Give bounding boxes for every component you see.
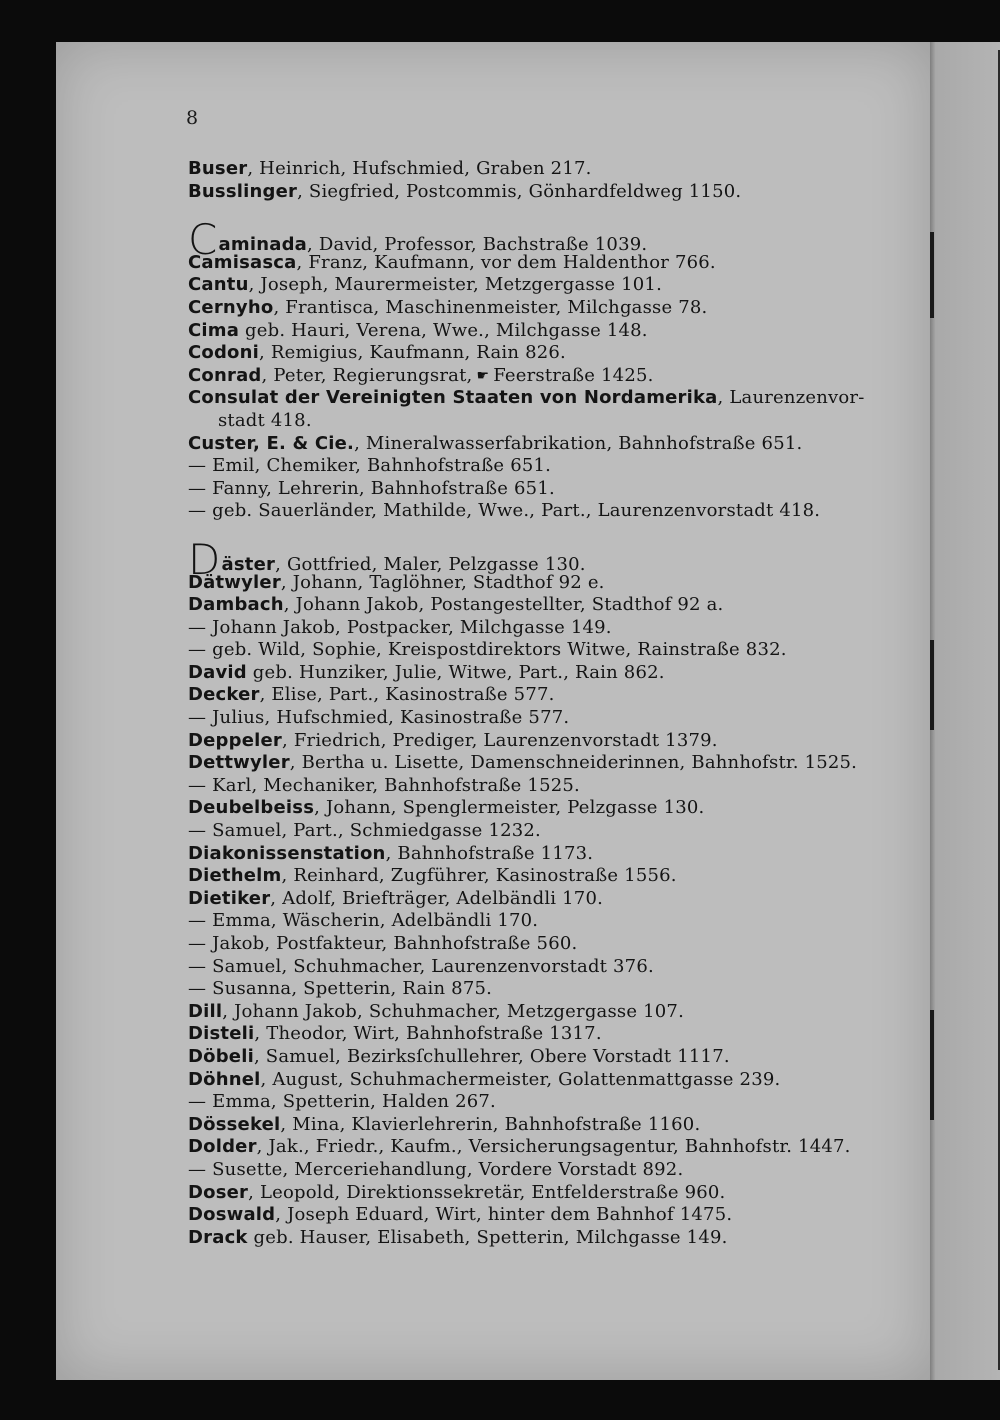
directory-entry: [188, 500, 878, 523]
gutter-mark: [930, 640, 934, 730]
directory-entry: [188, 1069, 878, 1092]
entry-details: Feerstraße 1425.: [493, 364, 654, 386]
entry-details: geb. Hauser, Elisabeth, Spetterin, Milchgasse 149.: [247, 1226, 728, 1248]
entry-details: , Elise, Part., Kasinostraße 577.: [259, 684, 555, 706]
entry-details: , Gottfried, Maler, Pelzgasse 130.: [275, 553, 586, 575]
directory-entry: [188, 730, 878, 753]
entry-surname: Dätwyler: [188, 571, 281, 593]
entry-surname: Dill: [188, 1000, 223, 1022]
directory-entry: [188, 1001, 878, 1024]
book-gutter: [930, 42, 1000, 1380]
entry-surname: Doswald: [188, 1204, 276, 1226]
directory-entry: [188, 775, 878, 798]
gutter-mark: [930, 232, 934, 318]
entry-surname: Diethelm: [188, 865, 282, 887]
directory-entry: [188, 933, 878, 956]
entry-details: , Peter, Regierungsrat,: [261, 364, 473, 386]
directory-entry: [188, 252, 878, 275]
entry-details: , Mina, Klavierlehrerin, Bahnhofstraße 1160.: [280, 1113, 701, 1135]
entry-text: — geb. Sauerländer, Mathilde, Wwe., Part., Laurenzenvorstadt 418.: [188, 500, 821, 522]
entry-details: , Siegfried, Postcommis, Gönhardfeldweg 1150.: [297, 180, 742, 202]
entry-text: — Julius, Hufschmied, Kasinostraße 577.: [188, 707, 570, 729]
directory-entry: [188, 274, 878, 297]
directory-entry: [188, 684, 878, 707]
entry-surname: Döhnel: [188, 1068, 261, 1090]
directory-entry: [188, 843, 878, 866]
directory-entry: [188, 865, 878, 888]
gutter-mark: [930, 1010, 934, 1120]
directory-entry: [188, 888, 878, 911]
directory-entry: [188, 342, 878, 365]
directory-entry: [188, 639, 878, 662]
telephone-icon: ☛: [476, 367, 490, 384]
directory-entry: [188, 1204, 878, 1227]
entry-surname: Deubelbeiss: [188, 797, 315, 819]
directory-entry: [188, 297, 878, 320]
entry-text: — Jakob, Postfakteur, Bahnhofstraße 560.: [188, 933, 578, 954]
entry-details: , Jak., Friedr., Kaufm., Versicherungsagentur, Bahnhofstr. 1447.: [256, 1136, 851, 1158]
directory-entry: [188, 410, 878, 433]
entry-surname: Cima: [188, 319, 240, 341]
section-initial: C: [188, 215, 218, 265]
section-gap: [188, 523, 878, 549]
entry-details: , Johann Jakob, Schuhmacher, Metzgergasse 107.: [222, 1000, 684, 1022]
directory-entry: [188, 478, 878, 501]
entry-surname: Busslinger: [188, 180, 298, 202]
entry-details: , Samuel, Bezirksſchullehrer, Obere Vorstadt 1117.: [253, 1045, 730, 1067]
entry-surname: Döbeli: [188, 1045, 254, 1067]
entry-text: — Samuel, Schuhmacher, Laurenzenvorstadt 376.: [188, 955, 654, 977]
entry-details: , Johann Jakob, Postangestellter, Stadthof 92 a.: [283, 594, 724, 616]
entry-text: — Fanny, Lehrerin, Bahnhofstraße 651.: [188, 477, 555, 499]
directory-entry: [188, 1091, 878, 1114]
entry-details: , Friedrich, Prediger, Laurenzenvorstadt 1379.: [281, 729, 718, 751]
entry-surname: Codoni: [188, 342, 260, 364]
entry-continuation: stadt 418.: [218, 409, 312, 431]
entry-surname: Conrad: [188, 364, 262, 386]
section-gap: [188, 203, 878, 229]
directory-entry: [188, 158, 878, 181]
directory-entries: [188, 158, 878, 1249]
entry-surname: Disteli: [188, 1023, 255, 1045]
entry-surname: Camisasca: [188, 251, 297, 273]
directory-entry: [188, 320, 878, 343]
entry-details: , August, Schuhmachermeister, Golattenmattgasse 239.: [260, 1068, 781, 1090]
entry-text: — Samuel, Part., Schmiedgasse 1232.: [188, 820, 541, 842]
entry-surname: Cernyho: [188, 296, 274, 318]
entry-details: , Johann, Spenglermeister, Pelzgasse 130.: [314, 797, 705, 819]
entry-surname: Cantu: [188, 274, 249, 296]
entry-surname: aminada: [218, 234, 307, 256]
directory-entry: [188, 572, 878, 595]
directory-entry: [188, 1159, 878, 1182]
directory-entry: [188, 433, 878, 456]
entry-details: , Heinrich, Hufschmied, Graben 217.: [247, 158, 592, 179]
entry-surname: Doser: [188, 1181, 249, 1203]
entry-details: , David, Professor, Bachstraße 1039.: [307, 234, 648, 256]
entry-details: , Laurenzenvor-: [717, 387, 865, 409]
entry-details: geb. Hunziker, Julie, Witwe, Part., Rain 862.: [246, 661, 665, 683]
entry-surname: Drack: [188, 1226, 248, 1248]
entry-surname: Diakonissenstation: [188, 842, 386, 864]
entry-surname: Dolder: [188, 1136, 257, 1158]
directory-entry: [188, 181, 878, 204]
entry-details: , Remigius, Kaufmann, Rain 826.: [259, 342, 566, 364]
entry-details: , Joseph Eduard, Wirt, hinter dem Bahnhof 1475.: [275, 1204, 733, 1226]
entry-details: , Bertha u. Lisette, Damenschneiderinnen, Bahnhofstr. 1525.: [289, 752, 858, 774]
entry-text: — Emma, Spetterin, Halden 267.: [188, 1091, 496, 1113]
entry-details: , Frantisca, Maschinenmeister, Milchgasse 78.: [273, 296, 708, 318]
entry-details: , Reinhard, Zugführer, Kasinostraße 1556.: [281, 865, 677, 887]
entry-details: , Johann, Taglöhner, Stadthof 92 e.: [280, 571, 605, 593]
entry-surname: Deppeler: [188, 729, 282, 751]
entry-details: , Bahnhofstraße 1173.: [385, 842, 594, 864]
directory-entry: [188, 662, 878, 685]
entry-text: — Johann Jakob, Postpacker, Milchgasse 149.: [188, 616, 612, 638]
directory-entry: [188, 594, 878, 617]
directory-entry: [188, 1182, 878, 1205]
directory-entry: [188, 910, 878, 933]
entry-surname: Decker: [188, 684, 260, 706]
entry-details: , Adolf, Briefträger, Adelbändli 170.: [270, 887, 604, 909]
entry-surname: Dettwyler: [188, 752, 290, 774]
entry-surname: Dössekel: [188, 1113, 281, 1135]
directory-entry: [188, 617, 878, 640]
entry-surname: Buser: [188, 158, 248, 179]
directory-entry: [188, 1046, 878, 1069]
page-number: 8: [186, 107, 199, 129]
entry-details: , Leopold, Direktionssekretär, Entfelderstraße 960.: [248, 1181, 726, 1203]
entry-details: , Mineralwasserfabrikation, Bahnhofstraße 651.: [354, 432, 803, 454]
directory-entry: [188, 752, 878, 775]
entry-text: — Emil, Chemiker, Bahnhofstraße 651.: [188, 455, 552, 477]
entry-details: , Theodor, Wirt, Bahnhofstraße 1317.: [254, 1023, 602, 1045]
entry-text: — Susette, Merceriehandlung, Vordere Vorstadt 892.: [188, 1158, 684, 1180]
entry-surname: Custer, E. & Cie.: [188, 432, 355, 454]
entry-text: — Emma, Wäscherin, Adelbändli 170.: [188, 910, 539, 932]
directory-entry: [188, 797, 878, 820]
directory-entry: [188, 1136, 878, 1159]
directory-entry: [188, 820, 878, 843]
directory-entry: [188, 1114, 878, 1137]
entry-text: — geb. Wild, Sophie, Kreispostdirektors Witwe, Rainstraße 832.: [188, 639, 787, 661]
entry-surname: Consulat der Vereinigten Staaten von Nordamerika: [188, 387, 718, 409]
directory-entry: [188, 978, 878, 1001]
entry-surname: äster: [221, 553, 276, 575]
entry-surname: Dietiker: [188, 887, 271, 909]
directory-entry: [188, 455, 878, 478]
directory-entry: [188, 1227, 878, 1250]
entry-details: , Franz, Kaufmann, vor dem Haldenthor 766.: [296, 251, 716, 273]
directory-entry: [188, 1023, 878, 1046]
entry-details: , Joseph, Maurermeister, Metzgergasse 101.: [248, 274, 662, 296]
directory-entry: [188, 956, 878, 979]
entry-surname: David: [188, 661, 247, 683]
entry-text: — Karl, Mechaniker, Bahnhofstraße 1525.: [188, 774, 580, 796]
directory-entry: [188, 365, 878, 388]
directory-entry: [188, 707, 878, 730]
directory-entry: [188, 387, 878, 410]
entry-text: — Susanna, Spetterin, Rain 875.: [188, 978, 493, 1000]
entry-surname: Dambach: [188, 594, 284, 616]
entry-details: geb. Hauri, Verena, Wwe., Milchgasse 148.: [239, 319, 648, 341]
section-initial: D: [188, 534, 221, 584]
